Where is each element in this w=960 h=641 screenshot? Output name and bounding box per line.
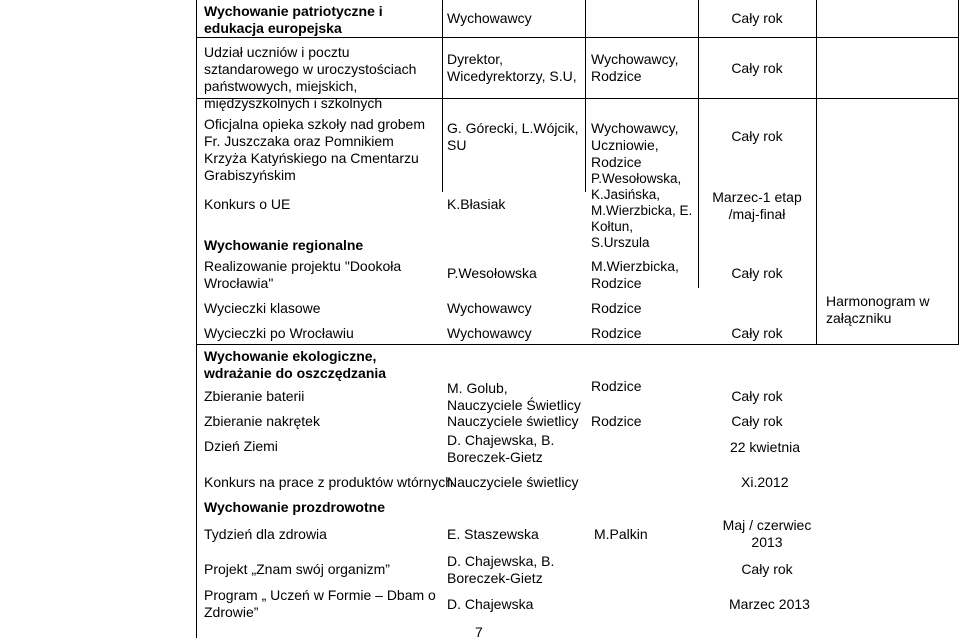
section-heading-ecological: Wychowanie ekologiczne, wdrażanie do oszczędzania — [204, 348, 387, 381]
responsible-cell: K.Błasiak — [447, 196, 506, 212]
activity-cell: Wycieczki klasowe — [204, 300, 321, 316]
section-heading-patriotic: Wychowanie patriotyczne i edukacja europejska — [204, 3, 383, 36]
participants-cell: M.Wierzbicka, Rodzice — [591, 258, 679, 291]
responsible-cell: D. Chajewska, B. Boreczek-Gietz — [447, 553, 555, 586]
column-divider-1 — [442, 0, 443, 192]
term-cell: Cały rok — [731, 60, 783, 76]
term-cell: Maj / czerwiec 2013 — [722, 517, 812, 550]
term-cell: Marzec 2013 — [729, 596, 810, 612]
responsible-cell: M. Golub, Nauczyciele Świetlicy — [447, 380, 581, 413]
term-cell: Cały rok — [731, 413, 783, 429]
section-heading-health: Wychowanie prozdrowotne — [204, 499, 385, 515]
participants-cell: Rodzice — [591, 300, 642, 316]
responsible-cell: G. Górecki, L.Wójcik, SU — [447, 120, 579, 153]
responsible-cell: D. Chajewska — [447, 596, 534, 612]
activity-cell: Oficjalna opieka szkoły nad grobem Fr. Juszczaka oraz Pomnikiem Krzyża Katyńskiego na Cmentarzu Grabiszyńskim — [204, 116, 426, 183]
responsible-cell: P.Wesołowska — [447, 265, 537, 281]
responsible-cell: Dyrektor, Wicedyrektorzy, S.U, — [447, 51, 577, 84]
responsible-cell: D. Chajewska, B. Boreczek-Gietz — [447, 432, 555, 465]
term-cell: Cały rok — [741, 561, 793, 577]
term-cell: Cały rok — [731, 325, 783, 341]
term-cell: Cały rok — [731, 265, 783, 281]
section-heading-regional: Wychowanie regionalne — [204, 237, 364, 253]
column-divider-4 — [816, 0, 817, 344]
term-cell: Cały rok — [731, 388, 783, 404]
participants-cell: Wychowawcy, Rodzice — [591, 51, 679, 84]
term-cell: Marzec-1 etap /maj-finał — [712, 189, 802, 222]
activity-cell: Konkurs o UE — [204, 196, 291, 212]
table-border-right — [958, 0, 959, 344]
activity-cell: Program „ Uczeń w Formie – Dbam o Zdrowie” — [204, 587, 436, 620]
term-cell: 22 kwietnia — [729, 439, 801, 455]
term-cell: Xi.2012 — [741, 474, 789, 490]
activity-cell: Udział uczniów i pocztu sztandarowego w uroczystościach państwowych, miejskich, międzyszkolnych i szkolnych — [204, 44, 417, 111]
responsible-cell: Wychowawcy — [447, 10, 532, 26]
responsible-cell: Nauczyciele świetlicy — [447, 474, 579, 490]
activity-cell: Zbieranie nakrętek — [204, 413, 320, 429]
page-number: 7 — [475, 624, 483, 640]
activity-cell: Realizowanie projektu "Dookoła Wrocławia" — [204, 258, 402, 291]
responsible-cell: Wychowawcy — [447, 325, 532, 341]
row-divider-1 — [196, 37, 959, 38]
participants-cell: P.Wesołowska, K.Jasińska, M.Wierzbicka, E. Kołtun, S.Urszula — [591, 171, 693, 250]
term-cell: Cały rok — [731, 128, 783, 144]
participants-cell: Rodzice — [591, 378, 642, 394]
row-divider-3 — [196, 344, 959, 345]
participants-cell: Rodzice — [591, 325, 642, 341]
activity-cell: Konkurs na prace z produktów wtórnych — [204, 474, 454, 490]
term-cell: Cały rok — [731, 10, 783, 26]
activity-cell: Wycieczki po Wrocławiu — [204, 325, 354, 341]
responsible-cell: Wychowawcy — [447, 300, 532, 316]
activity-cell: Tydzień dla zdrowia — [204, 526, 327, 542]
column-divider-2 — [585, 0, 586, 192]
activity-cell: Zbieranie baterii — [204, 388, 305, 404]
participants-cell: Rodzice — [591, 413, 642, 429]
column-divider-3 — [698, 0, 699, 288]
activity-cell: Dzień Ziemi — [204, 438, 278, 454]
activity-cell: Projekt „Znam swój organizm” — [204, 561, 390, 577]
responsible-cell: E. Staszewska — [447, 526, 539, 542]
table-border-left-lower — [196, 344, 197, 638]
participants-cell: M.Palkin — [594, 526, 648, 542]
responsible-cell: Nauczyciele świetlicy — [447, 413, 579, 429]
participants-cell: Wychowawcy, Uczniowie, Rodzice — [591, 120, 679, 170]
note-cell: Harmonogram w załączniku — [826, 293, 930, 326]
table-border-left — [196, 0, 197, 344]
